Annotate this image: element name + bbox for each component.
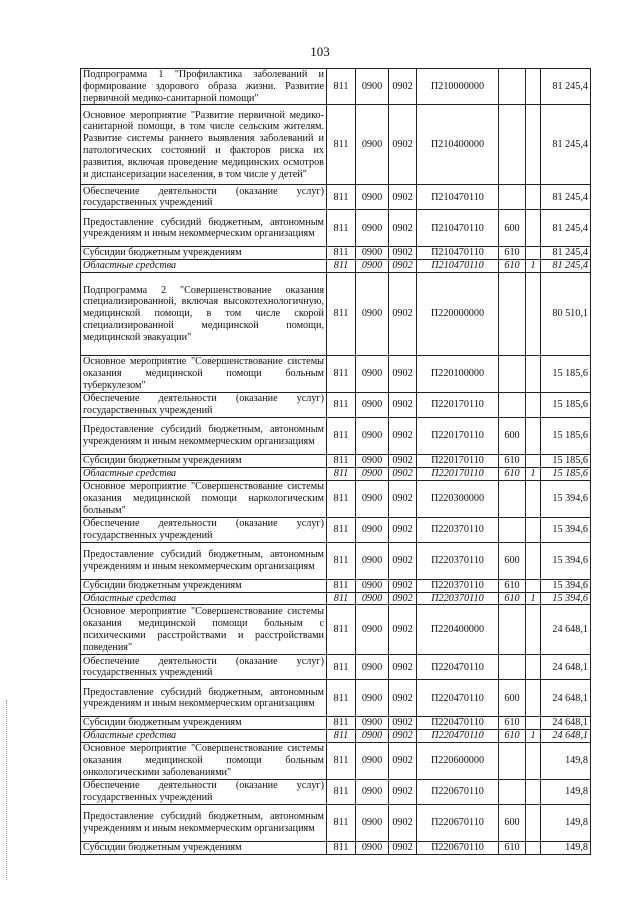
- cell-source: [526, 393, 541, 418]
- table-row: [81, 356, 591, 393]
- cell-amount: 149,8: [541, 780, 591, 805]
- cell-expense-type: [499, 605, 526, 655]
- cell-target-article: П220370110: [417, 542, 499, 579]
- cell-expense-type: 610: [499, 717, 526, 730]
- cell-amount: 15 394,6: [541, 542, 591, 579]
- cell-section: 0900: [356, 69, 389, 105]
- cell-amount: 81 245,4: [541, 247, 591, 260]
- table-row: [81, 542, 591, 579]
- cell-section: 0900: [356, 655, 389, 680]
- row-name: Областные средства: [81, 260, 327, 273]
- cell-amount: 149,8: [541, 743, 591, 780]
- cell-source: [526, 805, 541, 842]
- cell-section: 0900: [356, 743, 389, 780]
- cell-target-article: П220400000: [417, 605, 499, 655]
- cell-target-article: П210000000: [417, 69, 499, 105]
- cell-source: [526, 680, 541, 717]
- cell-amount: 24 648,1: [541, 730, 591, 743]
- cell-admin-code: 811: [327, 210, 356, 247]
- row-name: Субсидии бюджетным учреждениям: [81, 247, 327, 260]
- cell-expense-type: 600: [499, 680, 526, 717]
- cell-expense-type: [499, 655, 526, 680]
- cell-target-article: П220470110: [417, 680, 499, 717]
- cell-admin-code: 811: [327, 655, 356, 680]
- row-name: Субсидии бюджетным учреждениям: [81, 717, 327, 730]
- cell-admin-code: 811: [327, 730, 356, 743]
- cell-admin-code: 811: [327, 542, 356, 579]
- cell-source: [526, 356, 541, 393]
- table-row: [81, 418, 591, 455]
- cell-source: [526, 105, 541, 185]
- cell-source: 1: [526, 730, 541, 743]
- cell-source: [526, 655, 541, 680]
- cell-admin-code: 811: [327, 842, 356, 855]
- cell-expense-type: 610: [499, 579, 526, 592]
- cell-source: [526, 542, 541, 579]
- table-row: [81, 805, 591, 842]
- cell-admin-code: 811: [327, 247, 356, 260]
- table-row: [81, 247, 591, 260]
- table-row: [81, 780, 591, 805]
- cell-expense-type: 610: [499, 455, 526, 468]
- cell-admin-code: 811: [327, 743, 356, 780]
- cell-expense-type: [499, 356, 526, 393]
- cell-amount: 15 185,6: [541, 418, 591, 455]
- cell-admin-code: 811: [327, 273, 356, 356]
- cell-source: 1: [526, 592, 541, 605]
- cell-amount: 15 394,6: [541, 592, 591, 605]
- cell-target-article: П220170110: [417, 393, 499, 418]
- cell-expense-type: 610: [499, 842, 526, 855]
- cell-target-article: П220170110: [417, 467, 499, 480]
- cell-target-article: П210470110: [417, 185, 499, 210]
- row-name: Предоставление субсидий бюджетным, автономным учреждениям и иным некоммерческим организациям: [81, 210, 327, 247]
- cell-admin-code: 811: [327, 517, 356, 542]
- cell-source: [526, 480, 541, 517]
- cell-target-article: П220670110: [417, 780, 499, 805]
- cell-amount: 24 648,1: [541, 680, 591, 717]
- cell-expense-type: [499, 517, 526, 542]
- cell-expense-type: 610: [499, 260, 526, 273]
- table-row: [81, 842, 591, 855]
- table-row: [81, 210, 591, 247]
- cell-amount: 15 185,6: [541, 356, 591, 393]
- row-name: Областные средства: [81, 730, 327, 743]
- cell-target-article: П220370110: [417, 592, 499, 605]
- cell-subsection: 0902: [389, 455, 417, 468]
- cell-source: [526, 780, 541, 805]
- row-name: Основное мероприятие "Совершенствование системы оказания медицинской помощи больным онкологическими заболеваниями": [81, 743, 327, 780]
- cell-subsection: 0902: [389, 842, 417, 855]
- row-name: Основное мероприятие "Совершенствование системы оказания медицинской помощи наркологическим больным": [81, 480, 327, 517]
- row-name: Субсидии бюджетным учреждениям: [81, 579, 327, 592]
- row-name: Предоставление субсидий бюджетным, автономным учреждениям и иным некоммерческим организациям: [81, 542, 327, 579]
- cell-source: [526, 69, 541, 105]
- cell-source: [526, 717, 541, 730]
- row-name: Обеспечение деятельности (оказание услуг) государственных учреждений: [81, 780, 327, 805]
- cell-section: 0900: [356, 579, 389, 592]
- table-row: [81, 185, 591, 210]
- cell-amount: 15 394,6: [541, 579, 591, 592]
- cell-target-article: П220170110: [417, 455, 499, 468]
- cell-amount: 24 648,1: [541, 655, 591, 680]
- row-name: Областные средства: [81, 467, 327, 480]
- cell-section: 0900: [356, 260, 389, 273]
- cell-section: 0900: [356, 480, 389, 517]
- table-row: [81, 480, 591, 517]
- cell-admin-code: 811: [327, 592, 356, 605]
- cell-expense-type: [499, 185, 526, 210]
- cell-target-article: П220600000: [417, 743, 499, 780]
- cell-target-article: П220100000: [417, 356, 499, 393]
- cell-subsection: 0902: [389, 467, 417, 480]
- row-name: Предоставление субсидий бюджетным, автономным учреждениям и иным некоммерческим организациям: [81, 805, 327, 842]
- cell-section: 0900: [356, 805, 389, 842]
- table-row: [81, 260, 591, 273]
- table-row: [81, 105, 591, 185]
- cell-expense-type: [499, 393, 526, 418]
- cell-section: 0900: [356, 542, 389, 579]
- cell-subsection: 0902: [389, 356, 417, 393]
- cell-target-article: П220470110: [417, 717, 499, 730]
- table-row: [81, 655, 591, 680]
- table-row: [81, 743, 591, 780]
- row-name: Предоставление субсидий бюджетным, автономным учреждениям и иным некоммерческим организациям: [81, 680, 327, 717]
- cell-target-article: П220470110: [417, 730, 499, 743]
- cell-target-article: П220370110: [417, 579, 499, 592]
- cell-subsection: 0902: [389, 260, 417, 273]
- cell-target-article: П220670110: [417, 842, 499, 855]
- cell-subsection: 0902: [389, 605, 417, 655]
- cell-subsection: 0902: [389, 717, 417, 730]
- cell-amount: 149,8: [541, 805, 591, 842]
- cell-source: [526, 210, 541, 247]
- cell-amount: 15 394,6: [541, 517, 591, 542]
- cell-subsection: 0902: [389, 780, 417, 805]
- table-body: [81, 69, 591, 855]
- cell-amount: 15 185,6: [541, 455, 591, 468]
- cell-admin-code: 811: [327, 418, 356, 455]
- cell-expense-type: [499, 480, 526, 517]
- cell-amount: 149,8: [541, 842, 591, 855]
- cell-subsection: 0902: [389, 579, 417, 592]
- table-row: [81, 592, 591, 605]
- cell-section: 0900: [356, 467, 389, 480]
- cell-admin-code: 811: [327, 105, 356, 185]
- row-name: Обеспечение деятельности (оказание услуг) государственных учреждений: [81, 393, 327, 418]
- row-name: Обеспечение деятельности (оказание услуг) государственных учреждений: [81, 185, 327, 210]
- cell-source: [526, 185, 541, 210]
- cell-amount: 15 185,6: [541, 393, 591, 418]
- cell-amount: 15 185,6: [541, 467, 591, 480]
- cell-admin-code: 811: [327, 356, 356, 393]
- row-name: Предоставление субсидий бюджетным, автономным учреждениям и иным некоммерческим организациям: [81, 418, 327, 455]
- cell-admin-code: 811: [327, 717, 356, 730]
- cell-admin-code: 811: [327, 480, 356, 517]
- cell-source: [526, 743, 541, 780]
- cell-section: 0900: [356, 210, 389, 247]
- cell-admin-code: 811: [327, 579, 356, 592]
- cell-target-article: П220170110: [417, 418, 499, 455]
- cell-expense-type: 610: [499, 467, 526, 480]
- cell-section: 0900: [356, 680, 389, 717]
- cell-source: [526, 517, 541, 542]
- cell-amount: 81 245,4: [541, 105, 591, 185]
- cell-admin-code: 811: [327, 805, 356, 842]
- cell-section: 0900: [356, 592, 389, 605]
- cell-source: [526, 455, 541, 468]
- cell-subsection: 0902: [389, 210, 417, 247]
- cell-subsection: 0902: [389, 105, 417, 185]
- cell-amount: 24 648,1: [541, 717, 591, 730]
- row-name: Обеспечение деятельности (оказание услуг) государственных учреждений: [81, 517, 327, 542]
- cell-amount: 81 245,4: [541, 69, 591, 105]
- cell-expense-type: [499, 273, 526, 356]
- table-row: [81, 730, 591, 743]
- cell-target-article: П220370110: [417, 517, 499, 542]
- cell-subsection: 0902: [389, 655, 417, 680]
- cell-amount: 81 245,4: [541, 185, 591, 210]
- cell-expense-type: 600: [499, 542, 526, 579]
- cell-admin-code: 811: [327, 680, 356, 717]
- cell-target-article: П210400000: [417, 105, 499, 185]
- cell-admin-code: 811: [327, 69, 356, 105]
- page-number: 103: [310, 44, 330, 59]
- cell-subsection: 0902: [389, 805, 417, 842]
- cell-amount: 15 394,6: [541, 480, 591, 517]
- cell-expense-type: [499, 105, 526, 185]
- cell-subsection: 0902: [389, 542, 417, 579]
- cell-target-article: П220670110: [417, 805, 499, 842]
- table-row: [81, 69, 591, 105]
- cell-source: [526, 273, 541, 356]
- cell-source: [526, 418, 541, 455]
- cell-subsection: 0902: [389, 247, 417, 260]
- cell-section: 0900: [356, 730, 389, 743]
- cell-amount: 81 245,4: [541, 210, 591, 247]
- cell-section: 0900: [356, 273, 389, 356]
- cell-subsection: 0902: [389, 273, 417, 356]
- cell-target-article: П220300000: [417, 480, 499, 517]
- row-name: Основное мероприятие "Совершенствование системы оказания медицинской помощи больным с психическими расстройствами и расстройствами поведения": [81, 605, 327, 655]
- cell-subsection: 0902: [389, 592, 417, 605]
- cell-admin-code: 811: [327, 455, 356, 468]
- cell-section: 0900: [356, 105, 389, 185]
- row-name: Основное мероприятие "Совершенствование системы оказания медицинской помощи больным туберкулезом": [81, 356, 327, 393]
- margin-marks: [6, 700, 11, 880]
- cell-target-article: П220470110: [417, 655, 499, 680]
- cell-section: 0900: [356, 717, 389, 730]
- table-row: [81, 717, 591, 730]
- cell-source: [526, 247, 541, 260]
- cell-target-article: П210470110: [417, 260, 499, 273]
- table-row: [81, 680, 591, 717]
- cell-target-article: П210470110: [417, 210, 499, 247]
- row-name: Подпрограмма 1 "Профилактика заболеваний и формирование здорового образа жизни. Развитие первичной медико-санитарной помощи": [81, 69, 327, 105]
- cell-expense-type: 610: [499, 247, 526, 260]
- cell-expense-type: [499, 780, 526, 805]
- cell-section: 0900: [356, 247, 389, 260]
- cell-expense-type: 600: [499, 805, 526, 842]
- cell-source: 1: [526, 260, 541, 273]
- cell-subsection: 0902: [389, 69, 417, 105]
- table-row: [81, 393, 591, 418]
- row-name: Основное мероприятие "Развитие первичной медико-санитарной помощи, в том числе сельским жителям. Развитие системы раннего выявления заболеваний и патологических состояний и факторов риска их развития, включая проведение медицинских осмотров и диспансеризации населения, в том числе у детей": [81, 105, 327, 185]
- cell-section: 0900: [356, 842, 389, 855]
- cell-expense-type: 610: [499, 730, 526, 743]
- table-row: [81, 517, 591, 542]
- cell-subsection: 0902: [389, 480, 417, 517]
- cell-section: 0900: [356, 393, 389, 418]
- cell-section: 0900: [356, 356, 389, 393]
- cell-target-article: П220000000: [417, 273, 499, 356]
- row-name: Субсидии бюджетным учреждениям: [81, 842, 327, 855]
- cell-target-article: П210470110: [417, 247, 499, 260]
- cell-subsection: 0902: [389, 185, 417, 210]
- cell-subsection: 0902: [389, 517, 417, 542]
- cell-section: 0900: [356, 605, 389, 655]
- cell-section: 0900: [356, 455, 389, 468]
- cell-admin-code: 811: [327, 780, 356, 805]
- cell-admin-code: 811: [327, 393, 356, 418]
- cell-expense-type: [499, 69, 526, 105]
- cell-section: 0900: [356, 780, 389, 805]
- cell-admin-code: 811: [327, 260, 356, 273]
- table-row: [81, 605, 591, 655]
- budget-table: [80, 68, 591, 855]
- cell-amount: 80 510,1: [541, 273, 591, 356]
- cell-subsection: 0902: [389, 680, 417, 717]
- cell-section: 0900: [356, 418, 389, 455]
- cell-amount: 81 245,4: [541, 260, 591, 273]
- cell-subsection: 0902: [389, 730, 417, 743]
- cell-source: 1: [526, 467, 541, 480]
- cell-admin-code: 811: [327, 605, 356, 655]
- cell-source: [526, 842, 541, 855]
- cell-source: [526, 579, 541, 592]
- table-row: [81, 579, 591, 592]
- cell-admin-code: 811: [327, 185, 356, 210]
- cell-subsection: 0902: [389, 393, 417, 418]
- table-row: [81, 467, 591, 480]
- cell-source: [526, 605, 541, 655]
- cell-expense-type: 600: [499, 418, 526, 455]
- cell-admin-code: 811: [327, 467, 356, 480]
- cell-subsection: 0902: [389, 418, 417, 455]
- cell-expense-type: [499, 743, 526, 780]
- row-name: Обеспечение деятельности (оказание услуг) государственных учреждений: [81, 655, 327, 680]
- row-name: Областные средства: [81, 592, 327, 605]
- cell-amount: 24 648,1: [541, 605, 591, 655]
- table-row: [81, 273, 591, 356]
- row-name: Субсидии бюджетным учреждениям: [81, 455, 327, 468]
- cell-expense-type: 610: [499, 592, 526, 605]
- row-name: Подпрограмма 2 "Совершенствование оказания специализированной, включая высокотехнологичную, медицинской помощи, в том числе скорой специализированной медицинской помощи, медицинской эвакуации": [81, 273, 327, 356]
- table-row: [81, 455, 591, 468]
- cell-section: 0900: [356, 185, 389, 210]
- cell-section: 0900: [356, 517, 389, 542]
- cell-expense-type: 600: [499, 210, 526, 247]
- cell-subsection: 0902: [389, 743, 417, 780]
